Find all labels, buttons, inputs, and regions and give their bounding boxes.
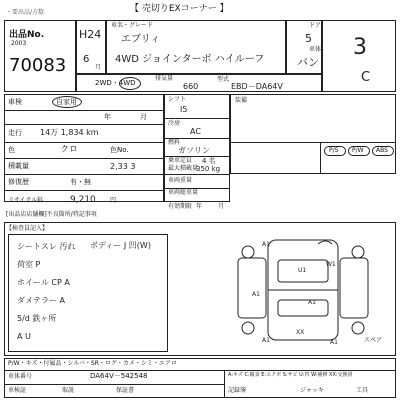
load-value: 350 kg <box>196 165 221 173</box>
cooling-label: 冷房 <box>168 120 181 127</box>
color-label: 色 <box>8 146 15 154</box>
score-box <box>322 20 396 92</box>
footer-legend: A:キズ C:腐食 E:エクボ S:サビ U:凹 W:補修 XX:交換済 <box>228 372 353 378</box>
recycle-unit: 円 <box>110 197 117 204</box>
mileage-value: 14万 1,834 km <box>40 128 99 137</box>
inspector-notes <box>8 234 168 352</box>
diagram-mark-5: XX <box>296 329 305 336</box>
inspection-circle <box>52 96 82 108</box>
note-5: 5/d 鉄ヶ所 <box>17 314 57 323</box>
diagram-mark-2: U1 <box>298 267 307 274</box>
fuel-value: ガソリン <box>178 146 210 155</box>
vehicle-weight-label: 車両重量 <box>168 177 193 184</box>
note-3: ホイール CP A <box>17 278 70 287</box>
footer-extra-4: ジャッキ <box>300 387 324 394</box>
type-value: EBD－DA64V <box>231 82 283 91</box>
mileage-label: 走行 <box>8 129 22 137</box>
lot-number: 70083 <box>9 55 67 76</box>
footer-extra-1: 取説 <box>62 387 75 394</box>
model-grade: 4WD ジョインターボ ハイルーフ <box>115 54 265 65</box>
footer-extra-2: 保証書 <box>116 387 135 394</box>
year-label: 年 <box>104 113 111 121</box>
equip-item-pw: P/W <box>348 146 370 156</box>
drive-row <box>76 74 322 92</box>
reg-era: H24 <box>79 28 102 41</box>
seats-value: 4 名 <box>202 157 216 165</box>
reg-month-unit: 月 <box>95 64 102 71</box>
lot-year: 2003 <box>11 40 27 47</box>
displacement-value: 660 <box>183 82 199 91</box>
fuel-label: 燃料 <box>168 139 181 146</box>
chassis-label: 車体番号 <box>8 373 33 380</box>
equip-item-ps: P/S <box>324 146 346 156</box>
note-4: ダメテラー A <box>17 296 66 305</box>
recycle-value: 9,210 <box>70 195 96 205</box>
header-subtitle: ・要出品/方数 <box>6 9 45 16</box>
drive-options: 2WD・4WD <box>95 79 136 87</box>
header-title: 【 売切りEXコーナー 】 <box>130 4 229 14</box>
diagram-mark-6: A1 <box>262 337 270 344</box>
drive-selected-circle <box>119 77 141 90</box>
type-label: 型式 <box>217 76 230 83</box>
diagram-mark-3: W1 <box>326 261 336 268</box>
seats-label: 乗車定員 <box>168 157 193 164</box>
model-box <box>106 20 286 74</box>
doors-label: ドア <box>309 22 321 29</box>
recycle-label: リサイクル料 <box>8 197 44 204</box>
doors-value: 5 <box>305 32 312 45</box>
total-weight-label: 車両総重量 <box>168 189 199 196</box>
inspection-value: 自家用 <box>56 98 77 106</box>
door-box <box>286 20 322 74</box>
equip-item-abs: ABS <box>372 146 394 156</box>
lot-box <box>4 20 76 92</box>
capacity-value: 2,33 3 <box>110 162 136 171</box>
score-value: 3 <box>353 35 367 60</box>
expiry-year: 年 <box>196 203 203 210</box>
model-label: 車名・グレード <box>111 22 154 29</box>
expiry-label: 有効期限 <box>168 203 193 210</box>
diagram-mark-8: A1 <box>308 299 316 306</box>
diagram-mark-4: A1 <box>252 291 260 298</box>
history-label: 修復歴 <box>8 178 29 186</box>
lot-label: 出品No. <box>9 30 45 40</box>
load-label: 最大積載量 <box>168 165 199 172</box>
diagram-mark-1: A1 <box>262 241 270 248</box>
month-label: 月 <box>140 113 147 121</box>
footer-extra-5: 工具 <box>356 387 369 394</box>
inspector-label: 【検査員記入】 <box>6 225 49 232</box>
body-note: ボディー J 凹(W) <box>90 241 151 250</box>
dealer-note: [出品店店舗欄]不良箇所/特記事項 <box>6 211 97 218</box>
shift-label: シフト <box>168 96 187 103</box>
color-value: クロ <box>60 145 79 155</box>
spare-label: スペア <box>364 337 383 344</box>
reg-month: 6 <box>83 54 90 65</box>
footer-equipment-row: P/W・キズ・付属品・シルバ・SR・ログ・カメ・シミ・エアロ <box>8 360 177 367</box>
header-title-box <box>122 2 278 16</box>
history-options: 有・無 <box>70 178 91 186</box>
expiry-month: 月 <box>218 203 225 210</box>
cooling-value: AC <box>190 127 201 136</box>
displacement-label: 排気量 <box>155 75 174 82</box>
footer-extra-0: 車検証 <box>8 387 27 394</box>
footer-extra-3: 記録簿 <box>228 387 247 394</box>
interior-grade: C <box>361 70 371 85</box>
equipment-box <box>230 94 396 174</box>
color-no-label: 色No. <box>110 146 129 154</box>
chassis-value: DA64V－542548 <box>90 372 148 380</box>
diagram-mark-7: A1 <box>330 339 338 346</box>
note-1: シートスレ 汚れ <box>17 242 76 251</box>
note-6: A U <box>17 332 31 341</box>
shift-value: I5 <box>180 105 188 114</box>
equipment-label: 装備 <box>235 97 248 104</box>
model-name: エブリィ <box>121 34 161 45</box>
note-2: 荷室 P <box>17 260 41 269</box>
capacity-label: 積載量 <box>8 162 29 170</box>
body-label: 車体 <box>309 46 322 53</box>
inspection-label: 車検 <box>8 98 22 106</box>
body-value: バン <box>297 56 319 69</box>
reg-box <box>76 20 106 74</box>
